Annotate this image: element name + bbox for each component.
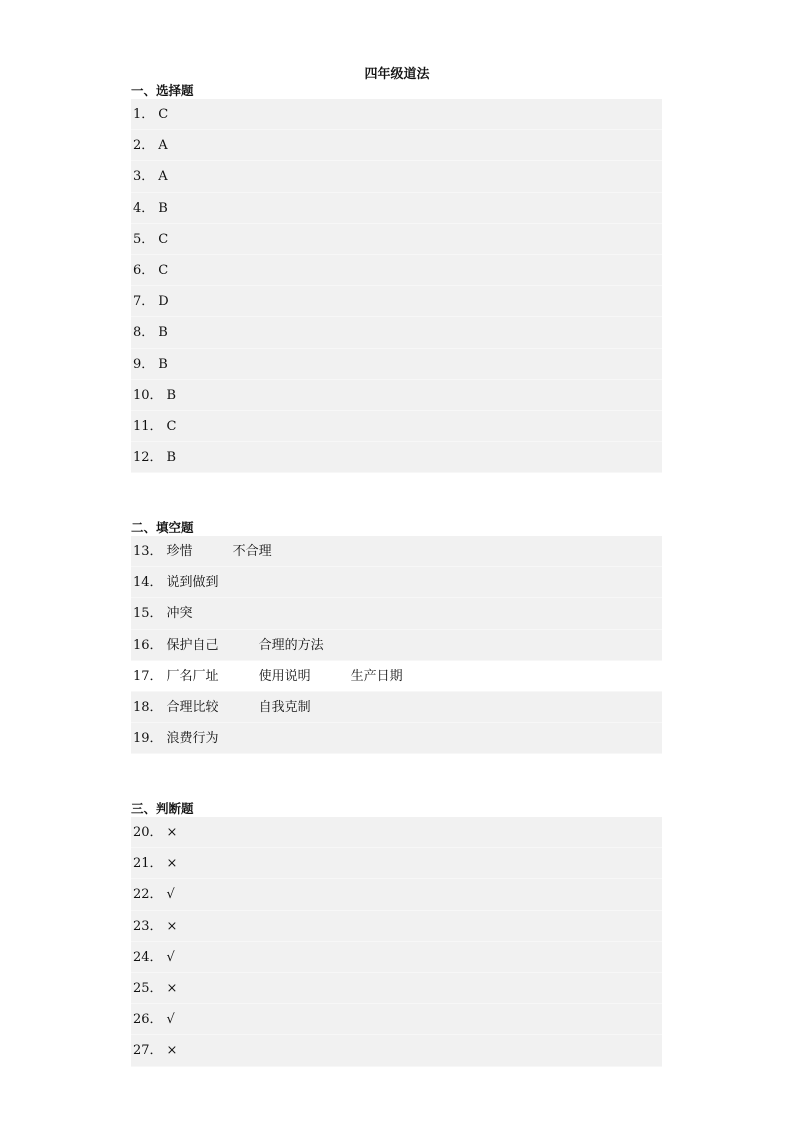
answer-row [131, 879, 662, 910]
answer-text: √ [166, 887, 175, 903]
answer-text: B [158, 356, 168, 372]
question-number: 6． [133, 262, 155, 278]
answer-text: 珍惜 [166, 544, 193, 559]
answer-row [131, 692, 662, 723]
answer-row [131, 286, 662, 317]
question-number: 3． [133, 169, 155, 185]
section-fill-in-blank [131, 519, 662, 754]
answer-list [131, 536, 662, 754]
question-number: 12． [133, 450, 163, 466]
answer-text: √ [166, 949, 175, 965]
question-number: 9． [133, 356, 155, 372]
question-number: 2． [133, 138, 155, 154]
answer-text: 生产日期 [350, 668, 403, 684]
page-title: 四年级道法 [364, 67, 430, 82]
section-heading: 二、填空题 [131, 520, 194, 535]
answer-row [131, 911, 662, 942]
question-number: 23． [133, 918, 163, 934]
question-number: 24． [133, 949, 163, 965]
section-multiple-choice [131, 82, 662, 473]
section-heading: 三、判断题 [131, 801, 194, 816]
answer-text: C [158, 262, 169, 278]
answer-row [131, 630, 662, 661]
question-number: 10． [133, 387, 163, 403]
question-number: 22． [133, 887, 163, 903]
question-number: 1． [133, 107, 155, 122]
answer-row [131, 193, 662, 224]
answer-row [131, 224, 662, 255]
answer-text: B [166, 387, 177, 403]
answer-list [131, 99, 662, 473]
question-number: 16． [133, 637, 163, 653]
answer-text: 使用说明 [258, 668, 311, 684]
answer-row [131, 567, 662, 598]
answer-list [131, 817, 662, 1067]
answer-row [131, 380, 662, 411]
answer-row [131, 598, 662, 629]
answer-text: × [166, 918, 178, 934]
answer-text: √ [166, 1012, 175, 1028]
answer-row [131, 411, 662, 442]
question-number: 8． [133, 325, 155, 341]
answer-text: 合理比较 [166, 699, 219, 715]
answer-text: B [158, 200, 168, 216]
question-number: 18． [133, 699, 163, 715]
question-number: 26． [133, 1012, 163, 1028]
answer-row [131, 99, 662, 130]
question-number: 7． [133, 294, 155, 310]
answer-text: 保护自己 [166, 637, 219, 653]
question-number: 19． [133, 731, 163, 747]
answer-row [131, 442, 662, 473]
answer-text: × [166, 1043, 178, 1059]
answer-text: C [158, 231, 169, 247]
answer-row [131, 723, 662, 754]
question-number: 20． [133, 825, 163, 840]
answer-row [131, 536, 662, 567]
question-number: 21． [133, 856, 163, 872]
question-number: 17． [133, 668, 163, 684]
question-number: 13． [133, 544, 163, 559]
answer-row [131, 349, 662, 380]
answer-text: C [166, 418, 177, 434]
answer-text: A [158, 169, 168, 185]
answer-row [131, 1035, 662, 1066]
answer-row [131, 661, 662, 692]
answer-row [131, 817, 662, 848]
answer-text: B [158, 325, 168, 341]
answer-row [131, 255, 662, 286]
answer-row [131, 161, 662, 192]
answer-row [131, 1004, 662, 1035]
answer-text: B [166, 450, 177, 466]
answer-text: × [166, 856, 178, 872]
answer-text: 浪费行为 [166, 731, 219, 747]
question-number: 11． [133, 418, 163, 434]
answer-row [131, 130, 662, 161]
answer-text: × [166, 980, 178, 996]
answer-text: × [166, 825, 178, 840]
section-heading: 一、选择题 [131, 83, 194, 98]
question-number: 5． [133, 231, 155, 247]
question-number: 15． [133, 606, 163, 622]
answer-text: C [158, 107, 169, 122]
section-true-false [131, 800, 662, 1067]
answer-row [131, 942, 662, 973]
answer-text: 合理的方法 [258, 637, 324, 653]
answer-row [131, 848, 662, 879]
question-number: 14． [133, 575, 163, 591]
answer-row [131, 317, 662, 348]
answer-text: 说到做到 [166, 575, 219, 591]
answer-text: 不合理 [232, 544, 272, 559]
answer-text: D [158, 294, 169, 310]
question-number: 4． [133, 200, 155, 216]
answer-text: 冲突 [166, 606, 193, 622]
question-number: 25． [133, 980, 163, 996]
answer-text: 自我克制 [258, 699, 311, 715]
answer-row [131, 973, 662, 1004]
question-number: 27． [133, 1043, 163, 1059]
answer-text: 厂名厂址 [166, 668, 219, 684]
answer-text: A [158, 138, 168, 154]
